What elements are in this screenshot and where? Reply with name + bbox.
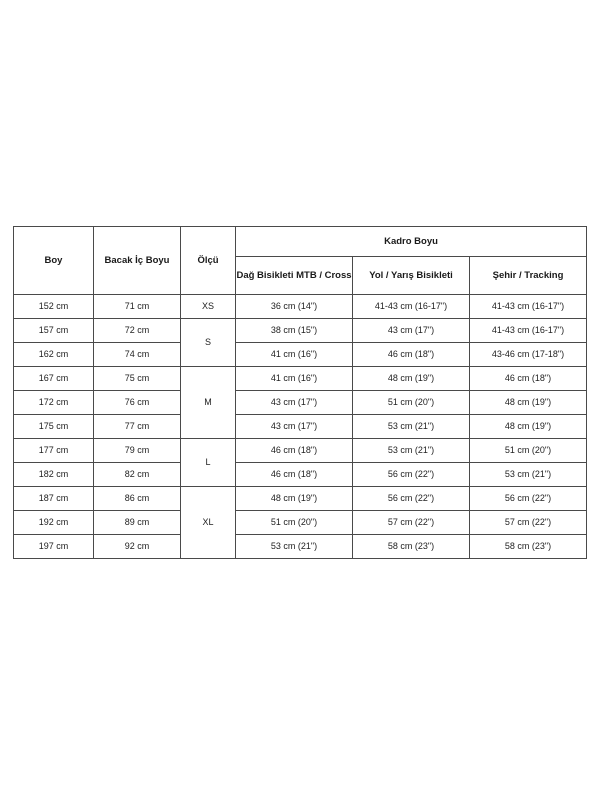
cell-sehir: 51 cm (20") (470, 439, 587, 463)
cell-yol: 56 cm (22") (353, 463, 470, 487)
table-row (14, 343, 587, 367)
header-yol-yaris: Yol / Yarış Bisikleti (353, 257, 470, 295)
header-bacak-ic-boyu: Bacak İç Boyu (94, 227, 181, 295)
table-row (14, 391, 587, 415)
cell-mtb: 46 cm (18") (236, 463, 353, 487)
cell-sehir: 56 cm (22") (470, 487, 587, 511)
table-row (14, 295, 587, 319)
cell-boy: 167 cm (14, 367, 94, 391)
table-row (14, 463, 587, 487)
cell-size-xs: XS (181, 295, 236, 319)
cell-boy: 175 cm (14, 415, 94, 439)
table-row (14, 511, 587, 535)
cell-bacak: 75 cm (94, 367, 181, 391)
cell-bacak: 86 cm (94, 487, 181, 511)
cell-size-m: M (181, 367, 236, 439)
header-mtb-cross: Dağ Bisikleti MTB / Cross (236, 257, 353, 295)
cell-yol: 51 cm (20") (353, 391, 470, 415)
table-row (14, 439, 587, 463)
cell-bacak: 72 cm (94, 319, 181, 343)
cell-boy: 192 cm (14, 511, 94, 535)
cell-sehir: 41-43 cm (16-17") (470, 295, 587, 319)
cell-mtb: 41 cm (16") (236, 343, 353, 367)
cell-sehir: 43-46 cm (17-18") (470, 343, 587, 367)
cell-boy: 187 cm (14, 487, 94, 511)
cell-sehir: 48 cm (19") (470, 415, 587, 439)
cell-boy: 172 cm (14, 391, 94, 415)
cell-yol: 57 cm (22") (353, 511, 470, 535)
cell-bacak: 71 cm (94, 295, 181, 319)
cell-sehir: 53 cm (21") (470, 463, 587, 487)
cell-boy: 182 cm (14, 463, 94, 487)
cell-size-l: L (181, 439, 236, 487)
cell-bacak: 79 cm (94, 439, 181, 463)
cell-yol: 56 cm (22") (353, 487, 470, 511)
cell-boy: 162 cm (14, 343, 94, 367)
cell-mtb: 38 cm (15") (236, 319, 353, 343)
cell-mtb: 36 cm (14") (236, 295, 353, 319)
table-row (14, 487, 587, 511)
cell-yol: 48 cm (19") (353, 367, 470, 391)
cell-mtb: 41 cm (16") (236, 367, 353, 391)
table-row (14, 319, 587, 343)
header-kadro-boyu: Kadro Boyu (236, 227, 587, 257)
table-row (14, 535, 587, 559)
cell-yol: 46 cm (18") (353, 343, 470, 367)
cell-mtb: 48 cm (19") (236, 487, 353, 511)
cell-boy: 197 cm (14, 535, 94, 559)
cell-sehir: 48 cm (19") (470, 391, 587, 415)
cell-bacak: 76 cm (94, 391, 181, 415)
cell-yol: 43 cm (17") (353, 319, 470, 343)
cell-sehir: 58 cm (23") (470, 535, 587, 559)
cell-yol: 53 cm (21") (353, 439, 470, 463)
cell-bacak: 82 cm (94, 463, 181, 487)
table-row (14, 367, 587, 391)
cell-size-s: S (181, 319, 236, 367)
cell-sehir: 46 cm (18") (470, 367, 587, 391)
cell-boy: 152 cm (14, 295, 94, 319)
cell-yol: 58 cm (23") (353, 535, 470, 559)
cell-boy: 177 cm (14, 439, 94, 463)
cell-bacak: 74 cm (94, 343, 181, 367)
cell-bacak: 89 cm (94, 511, 181, 535)
cell-mtb: 43 cm (17") (236, 415, 353, 439)
table-row (14, 415, 587, 439)
header-sehir-tracking: Şehir / Tracking (470, 257, 587, 295)
cell-mtb: 53 cm (21") (236, 535, 353, 559)
cell-boy: 157 cm (14, 319, 94, 343)
header-boy: Boy (14, 227, 94, 295)
cell-mtb: 51 cm (20") (236, 511, 353, 535)
cell-yol: 41-43 cm (16-17") (353, 295, 470, 319)
size-chart-table (13, 226, 587, 559)
cell-sehir: 41-43 cm (16-17") (470, 319, 587, 343)
cell-size-xl: XL (181, 487, 236, 559)
cell-bacak: 92 cm (94, 535, 181, 559)
header-olcu: Ölçü (181, 227, 236, 295)
cell-mtb: 46 cm (18") (236, 439, 353, 463)
cell-bacak: 77 cm (94, 415, 181, 439)
cell-yol: 53 cm (21") (353, 415, 470, 439)
cell-mtb: 43 cm (17") (236, 391, 353, 415)
cell-sehir: 57 cm (22") (470, 511, 587, 535)
